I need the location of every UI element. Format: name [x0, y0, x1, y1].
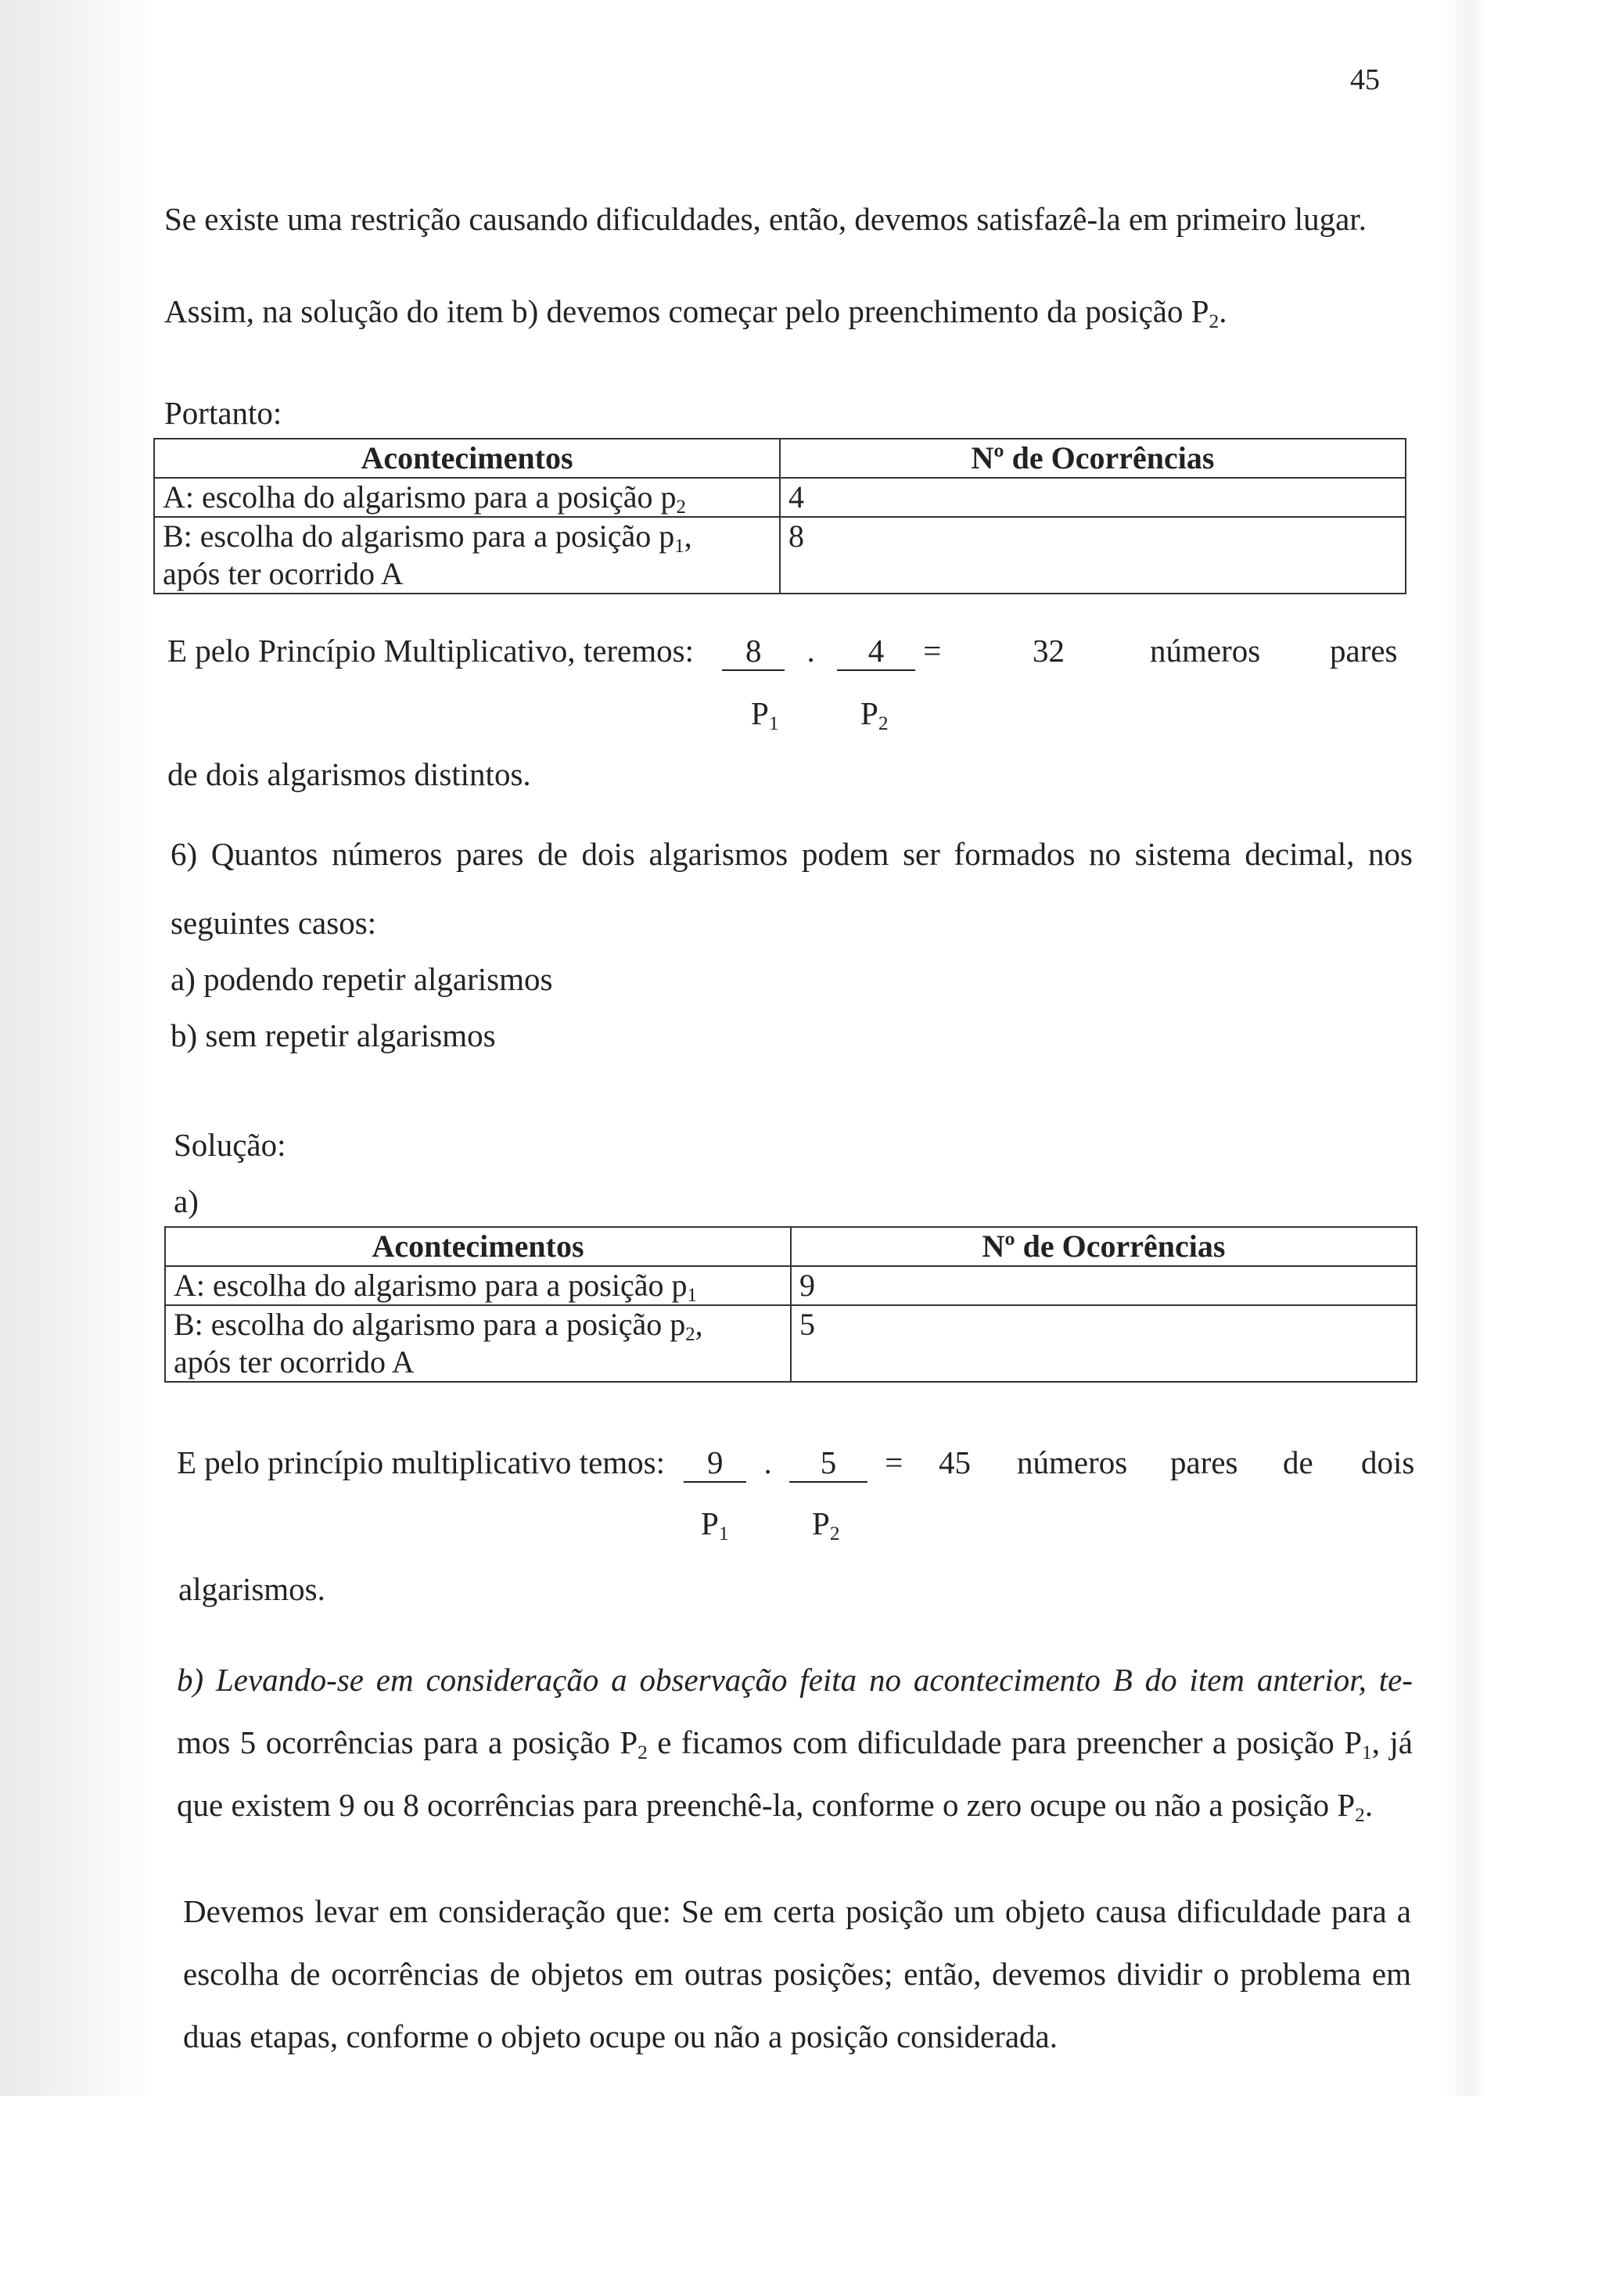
final-paragraph-line2: escolha de ocorrências de objetos em outras posições; então, devemos dividir o problema em [183, 1956, 1411, 1992]
label-p1: $P_1$ [751, 695, 779, 735]
final-paragraph-line3: duas etapas, conforme o objeto ocupe ou não a posição considerada. [183, 2018, 1058, 2054]
event-cell: A: escolha do algarismo para a posição $p_1$ [165, 1266, 791, 1305]
count-cell: 4 [780, 478, 1406, 517]
paragraph-b-line3: que existem 9 ou 8 ocorrências para preenchê-la, conforme o zero ocupe ou não a posição $P_2$. [177, 1787, 1374, 1827]
blank-p2-value: 5 [789, 1444, 867, 1483]
table-header-row [154, 439, 1406, 478]
table-row [154, 517, 1406, 594]
event-cell: B: escolha do algarismo para a posição $p_2$, após ter ocorrido A [165, 1305, 791, 1382]
event-cell: A: escolha do algarismo para a posição $p_2$ [154, 478, 780, 517]
equation-1: E pelo Princípio Multiplicativo, teremos: 8 . 4 = [167, 632, 941, 671]
table-row [165, 1305, 1417, 1382]
count-cell: 8 [780, 517, 1406, 594]
question-6-line2: seguintes casos: [171, 905, 377, 941]
blank-p2-value: 4 [837, 632, 915, 671]
table-row [165, 1266, 1417, 1305]
count-cell: 9 [791, 1266, 1417, 1305]
blank-p1-value: 8 [722, 632, 785, 671]
label-solucao: Solução: [174, 1127, 286, 1163]
page-number: 45 [1350, 63, 1380, 96]
eq1-word-pares: pares [1330, 633, 1398, 669]
paragraph-restriction: Se existe uma restrição causando dificuldades, então, devemos satisfazê-la em primeiro lugar. [164, 201, 1367, 237]
equation-2: E pelo princípio multiplicativo temos: 9 . 5 = [177, 1444, 903, 1483]
label-p1: $P_1$ [701, 1505, 729, 1545]
label-p2: $P_2$ [812, 1505, 840, 1545]
blank-p1-value: 9 [684, 1444, 746, 1483]
events-table-1 [153, 438, 1406, 594]
table-row [154, 478, 1406, 517]
eq1-continuation: de dois algarismos distintos. [167, 756, 531, 792]
eq2-word-de: de [1283, 1444, 1313, 1480]
paragraph-assim: Assim, na solução do item b) devemos começar pelo preenchimento da posição $P_2$. [164, 293, 1227, 333]
eq1-word-numeros: números [1150, 633, 1261, 669]
eq2-result: 45 [939, 1444, 971, 1480]
count-cell: 5 [791, 1305, 1417, 1382]
header-events: Acontecimentos [154, 439, 780, 478]
header-occurrences: Nº de Ocorrências [791, 1227, 1417, 1266]
paragraph-b-line1: b) Levando-se em consideração a observação feita no acontecimento B do item anterior, te- [177, 1662, 1413, 1698]
header-events: Acontecimentos [165, 1227, 791, 1266]
eq2-continuation: algarismos. [178, 1571, 325, 1607]
paragraph-b-line2: mos 5 ocorrências para a posição $P_2$ e ficamos com dificuldade para preencher a posição $P_1$, já [177, 1724, 1413, 1764]
events-table-2 [164, 1226, 1417, 1383]
header-occurrences: Nº de Ocorrências [780, 439, 1406, 478]
question-6-line1: 6) Quantos números pares de dois algarismos podem ser formados no sistema decimal, nos [171, 836, 1413, 872]
table-header-row [165, 1227, 1417, 1266]
eq2-word-dois: dois [1361, 1444, 1415, 1480]
page-margin-bottom [0, 2096, 1602, 2296]
final-paragraph-line1: Devemos levar em consideração que: Se em certa posição um objeto causa dificuldade para a [183, 1893, 1411, 1929]
question-6-a: a) podendo repetir algarismos [171, 961, 553, 997]
eq1-result: 32 [1033, 633, 1065, 669]
eq2-word-numeros: números [1017, 1444, 1128, 1480]
question-6-b: b) sem repetir algarismos [171, 1017, 496, 1053]
label-p2: $P_2$ [860, 695, 889, 735]
label-a: a) [174, 1183, 199, 1219]
event-cell: B: escolha do algarismo para a posição $p_1$, após ter ocorrido A [154, 517, 780, 594]
eq2-word-pares: pares [1170, 1444, 1238, 1480]
label-portanto: Portanto: [164, 395, 282, 431]
